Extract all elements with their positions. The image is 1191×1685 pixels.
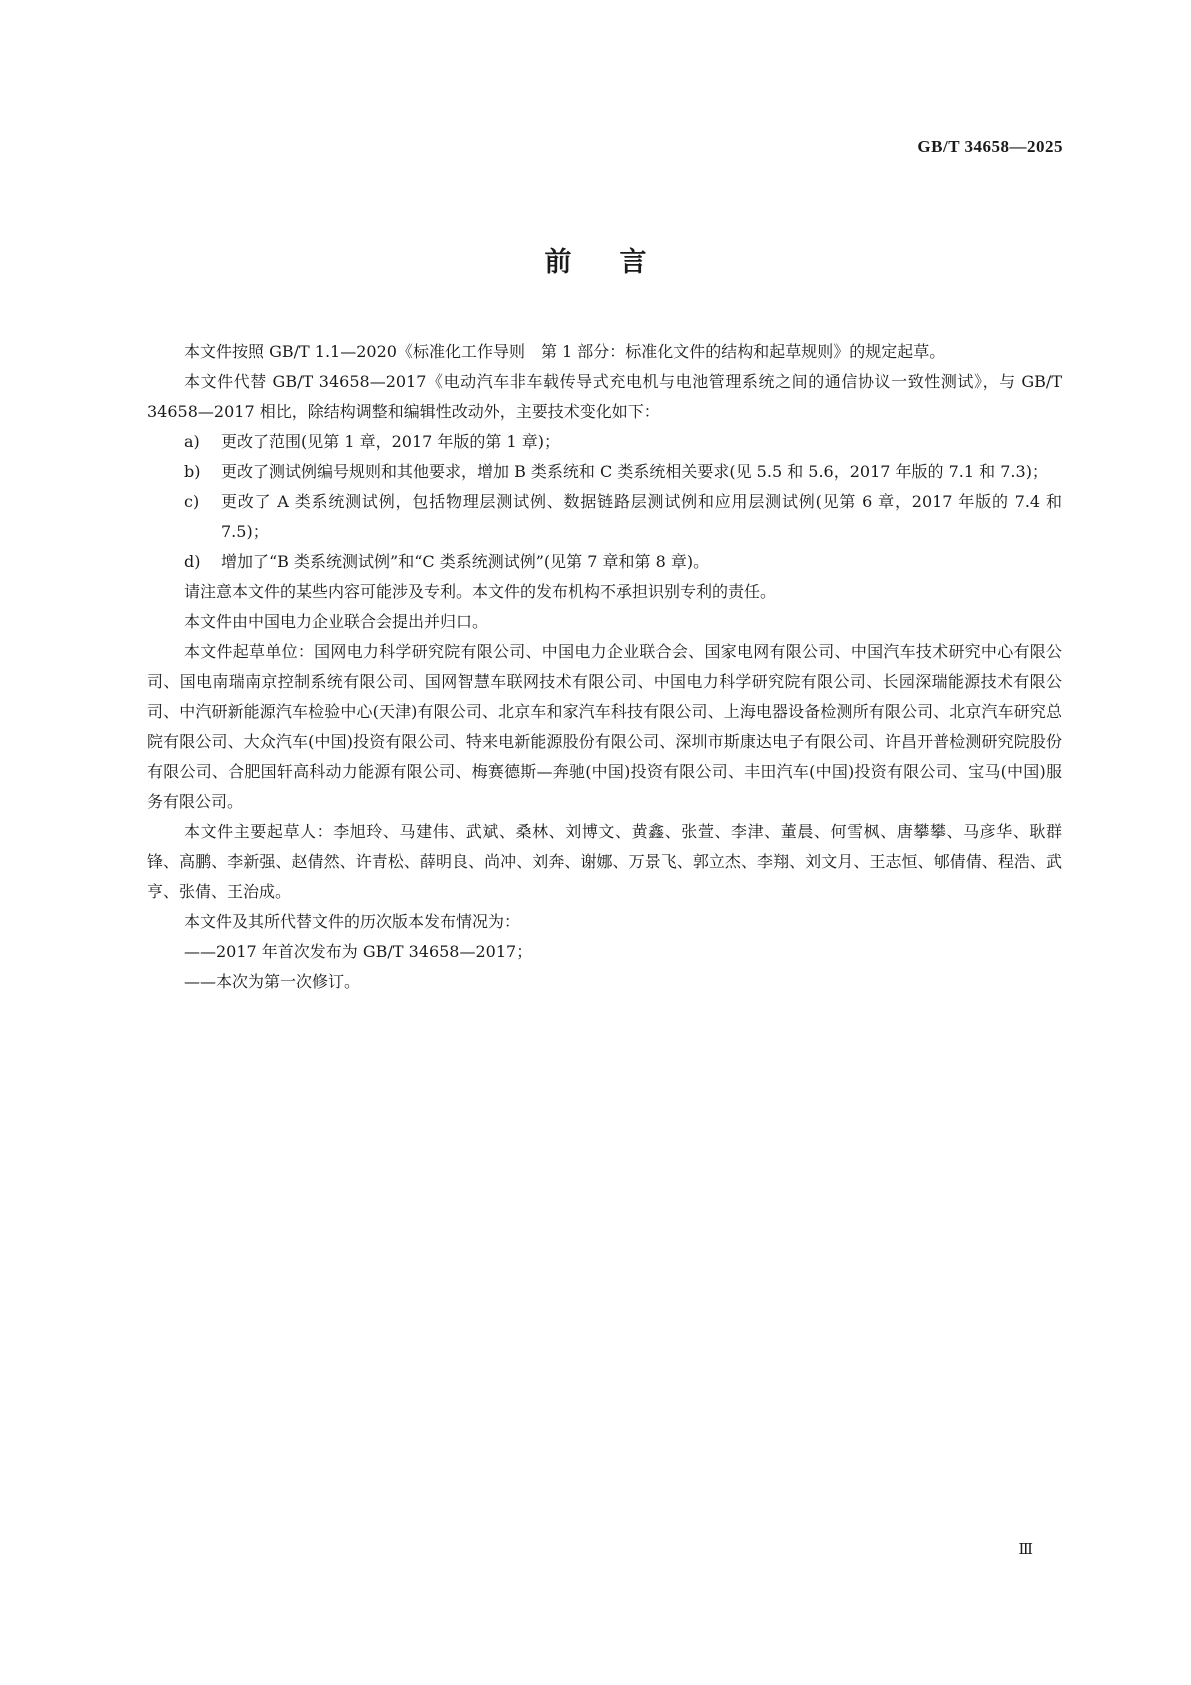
page-number: Ⅲ	[1018, 1542, 1033, 1558]
change-item	[147, 547, 1062, 577]
paragraph-drafters: 本文件主要起草人：李旭玲、马建伟、武斌、桑林、刘博文、黄鑫、张萱、李津、董晨、何雪枫、唐攀攀、马彦华、耿群锋、高鹏、李新强、赵倩然、许青松、薛明良、尚冲、刘奔、谢娜、万景飞、郭立杰、李翔、刘文月、王志恒、郇倩倩、程浩、武亨、张倩、王治成。	[147, 822, 1062, 901]
page-title: 前言	[544, 247, 695, 278]
foreword-body	[147, 337, 1062, 997]
change-item	[147, 427, 1062, 457]
paragraph-patent-notice: 请注意本文件的某些内容可能涉及专利。本文件的发布机构不承担识别专利的责任。	[184, 582, 777, 601]
change-text: 增加了“B 类系统测试例”和“C 类系统测试例”(见第 7 章和第 8 章)。	[221, 552, 710, 571]
change-text: 更改了范围(见第 1 章，2017 年版的第 1 章)；	[221, 432, 560, 451]
history-item: ——本次为第一次修订。	[184, 972, 361, 991]
change-marker: b)	[184, 462, 201, 481]
change-marker: d)	[184, 552, 201, 571]
paragraph-replaces: 本文件代替 GB/T 34658—2017《电动汽车非车载传导式充电机与电池管理系统之间的通信协议一致性测试》，与 GB/T 34658—2017 相比，除结构调整和编辑性改动外，主要技术变化如下：	[147, 372, 1062, 421]
history-item: ——2017 年首次发布为 GB/T 34658—2017；	[184, 942, 533, 961]
change-marker: c)	[184, 492, 200, 511]
paragraph-drafting-rules: 本文件按照 GB/T 1.1—2020《标准化工作导则 第 1 部分：标准化文件的结构和起草规则》的规定起草。	[184, 342, 946, 361]
paragraph-history-intro: 本文件及其所代替文件的历次版本发布情况为：	[184, 912, 521, 931]
paragraph-drafting-units: 本文件起草单位：国网电力科学研究院有限公司、中国电力企业联合会、国家电网有限公司、中国汽车技术研究中心有限公司、国电南瑞南京控制系统有限公司、国网智慧车联网技术有限公司、中国电力科学研究院有限公司、长园深瑞能源技术有限公司、中汽研新能源汽车检验中心(天津)有限公司、北京车和家汽车科技有限公司、上海电器设备检测所有限公司、北京汽车研究总院有限公司、大众汽车(中国)投资有限公司、特来电新能源股份有限公司、深圳市斯康达电子有限公司、许昌开普检测研究院股份有限公司、合肥国轩高科动力能源有限公司、梅赛德斯—奔驰(中国)投资有限公司、丰田汽车(中国)投资有限公司、宝马(中国)服务有限公司。	[147, 642, 1062, 811]
change-item	[147, 487, 1062, 547]
standard-code: GB/T 34658—2025	[917, 137, 1063, 156]
change-item	[147, 457, 1062, 487]
change-text: 更改了测试例编号规则和其他要求，增加 B 类系统和 C 类系统相关要求(见 5.5 和 5.6，2017 年版的 7.1 和 7.3)；	[221, 462, 1048, 481]
change-text: 更改了 A 类系统测试例，包括物理层测试例、数据链路层测试例和应用层测试例(见第 6 章，2017 年版的 7.4 和 7.5)；	[221, 492, 1062, 541]
change-marker: a)	[184, 432, 200, 451]
paragraph-proposer: 本文件由中国电力企业联合会提出并归口。	[184, 612, 489, 631]
